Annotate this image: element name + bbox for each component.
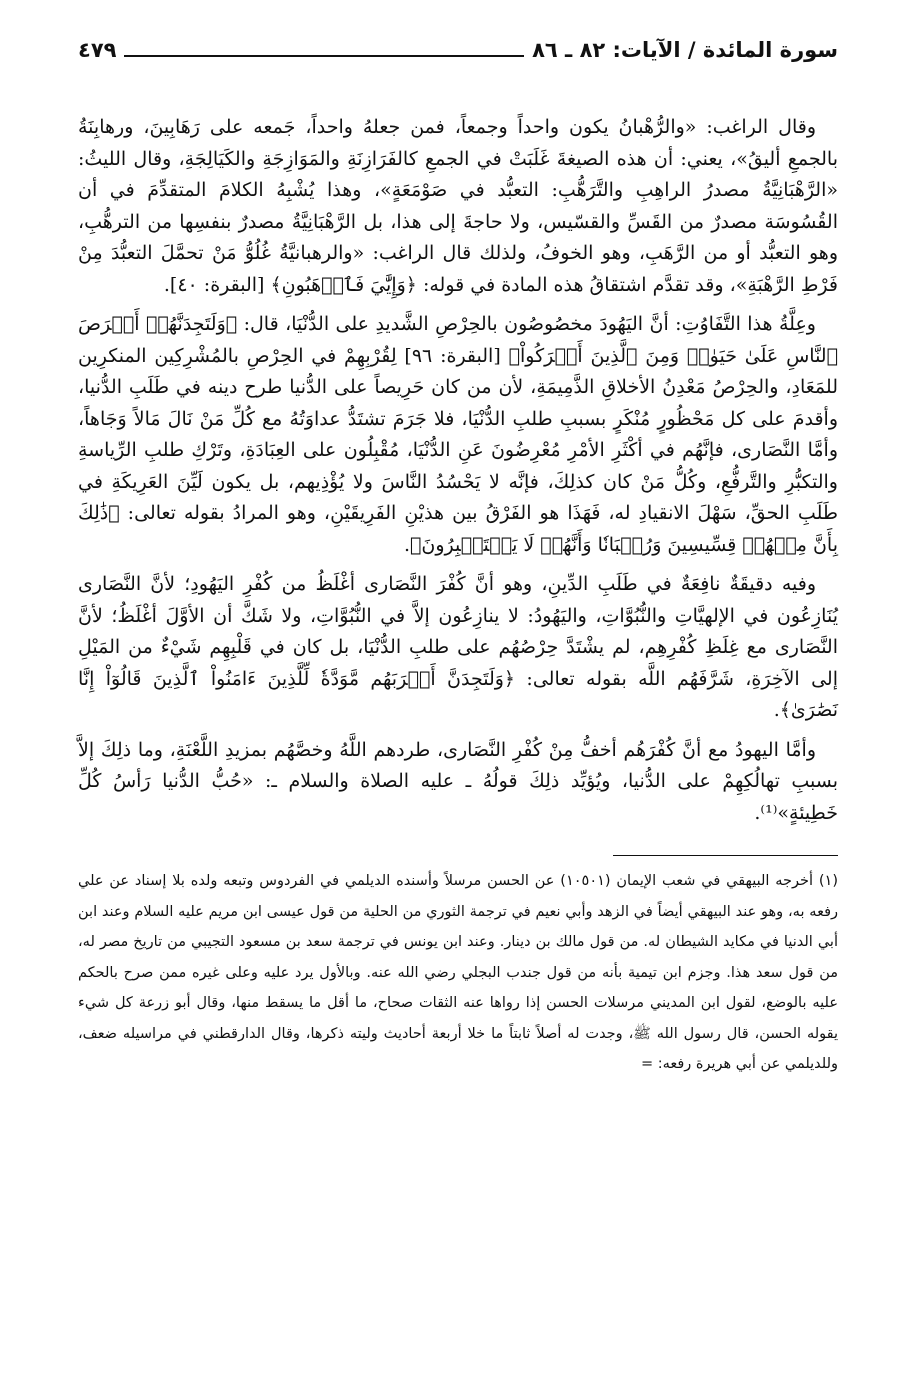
paragraph: وقال الراغب: «والرُّهْبانُ يكون واحداً وجمعاً، فمن جعلهُ واحداً، جَمعه على رَهَابِينَ، ورهابِنَةُ بالجمعِ أليقُ»، يعني: أن هذه الصيغةَ غَلَبَتْ في الجمعِ كالفَرَازِنَةِ والمَوَازِجَةِ والكَيَالِجَةِ، وقال الليثُ: «الرَّهْبَانِيَّةُ مصدرُ الراهِبِ والتَّرَهُّبِ: التعبُّد في صَوْمَعَةٍ»، وهذا يُشْبِهُ الكلامَ المتقدِّمَ في أن القُسُوسَة مصدرٌ من القَسِّ والقسّيس، ولا حاجةَ إلى هذا، بل الرَّهْبَانِيَّةُ مصدرٌ بنفسِها من الترهُّبِ، وهو التعبُّد أو من الرَّهَبِ، وهو الخوفُ، ولذلك قال الراغب: «والرهبانيَّةُ غُلُوُّ مَنْ تحمَّلَ التعبُّدَ مِنْ فَرْطِ الرَّهْبَةِ»، وقد تقدَّم اشتقاقُ هذه المادة في قوله: ﴿وَإِيَّٰيَ فَٱرۡهَبُونِ﴾ [البقرة: ٤٠].: [78, 116, 838, 296]
page-number: ٤٧٩: [78, 38, 117, 62]
main-text: [78, 112, 838, 829]
header-title: سورة المائدة / الآيات: ٨٢ ـ ٨٦: [532, 38, 838, 62]
paragraph: وأمَّا اليهودُ مع أنَّ كُفْرَهُم أخفُّ مِنْ كُفْرِ النَّصَارى، طردهم اللَّهُ وخصَّهُم بمزيدِ اللَّعْنَةِ، وما ذلِكَ إلاَّ بسببِ تهالُكِهِمْ على الدُّنيا، ويُؤيِّد ذلِكَ قولُهُ ـ عليه الصلاة والسلام ـ: «حُبُّ الدُّنيا رَأسُ كُلِّ خَطِيئةٍ»⁽¹⁾.: [78, 738, 838, 824]
footnote-separator: [613, 855, 838, 856]
header-rule: [124, 55, 524, 57]
paragraph: وفيه دقيقَةٌ نافِعَةٌ في طَلَبِ الدِّينِ، وهو أنَّ كُفْرَ النَّصَارى أغْلَظُ من كُفْرِ اليَهُودِ؛ لأنَّ النَّصَارى يُنَازِعُون في الإلهيَّاتِ والنُّبُوَّاتِ، واليَهُودُ: لا ينازِعُون إلاَّ في النُّبُوَّاتِ، ولا شَكَّ أن الأوَّلَ أغْلَظُ؛ لأنَّ النَّصَارى مع غِلَظِ كُفْرِهِم، لم يشْتَدَّ حِرْصُهُم على طلبِ الدُّنْيَا، بل كان في قَلْبِهِم شَيْءٌ من المَيْلِ إلى الآخِرَةِ، شَرَّفَهُم اللَّه بقوله تعالى: ﴿وَلَتَجِدَنَّ أَقۡرَبَهُم مَّوَدَّةٗ لِّلَّذِينَ ءَامَنُواْ ٱلَّذِينَ قَالُوٓاْ إِنَّا نَصَٰرَىٰ﴾.: [78, 573, 838, 721]
running-header: [78, 30, 838, 62]
footnotes: [78, 866, 838, 1080]
paragraph: وعِلَّةُ هذا التَّفَاوُتِ: أنَّ اليَهُودَ مخصُوصُون بالحِرْصِ الشَّديدِ على الدُّنْيَا، قال: ﴿وَلَتَجِدَنَّهُمۡ أَحۡرَصَ ٱلنَّاسِ عَلَىٰ حَيَوٰةٖ وَمِنَ ٱلَّذِينَ أَشۡرَكُواْ﴾ [البقرة: ٩٦] لِقُرْبِهِمْ في الحِرْصِ بالمُشْرِكِين المنكرِين للمَعَادِ، والحِرْصُ مَعْدِنُ الأخلاقِ الذَّمِيمَةِ، لأن من كان حَرِيصاً على الدُّنيا طرح دينه في طَلَبِ الدُّنيا، وأقدمَ على كل مَحْظُورٍ مُنْكَرٍ بسببِ طلبِ الدُّنْيَا، فلا جَرَمَ تشتَدُّ عداوَتُهُ مع كُلِّ مَنْ نَالَ مَالاً وَجَاهاً، وأمَّا النَّصَارى، فإنَّهُم في أكْثَرِ الأمْرِ مُعْرِضُونَ عَنِ الدُّنْيَا، مُقْبِلُون على العِبَادَةِ، وتَرْكِ طلبِ الرِّياسةِ والتكبُّرِ والتَّرفُّعِ، وكُلُّ مَنْ كان كذلِكَ، فإنَّه لا يَحْسُدُ النَّاسَ ولا يُؤْذِيهم، بل يكون لَيِّنَ العَرِيكَةِ في طَلَبِ الحقِّ، سَهْلَ الانقيادِ له، فَهَذَا هو الفَرْقُ بين هذيْنِ الفَرِيقَيْنِ، وهو المرادُ بقوله تعالى: ﴿ذَٰلِكَ بِأَنَّ مِنۡهُمۡ قِسِّيسِينَ وَرُهۡبَانٗا وَأَنَّهُمۡ لَا يَسۡتَكۡبِرُونَ﴾.: [78, 313, 838, 556]
footnote: (١) أخرجه البيهقي في شعب الإيمان (١٠٥٠١) عن الحسن مرسلاً وأسنده الديلمي في الفردوس وتبعه ولده بلا إسناد عن علي رفعه به، وهو عند البيهقي أيضاً في الزهد وأبي نعيم في ترجمة الثوري من الحلية من قول عيسى ابن مريم عليه السلام وعند ابن أبي الدنيا في مكايد الشيطان له. من قول مالك بن دينار. وعند ابن يونس في ترجمة سعد بن مسعود التجيبي من تاريخ مصر له، من قول سعد هذا. وجزم ابن تيمية بأنه من قول جندب البجلي رضي الله عنه. وبالأول يرد عليه وعلى غيره ممن صرح بالحكم عليه بالوضع، لقول ابن المديني مرسلات الحسن إذا رواها عنه الثقات صحاح، ما أقل ما يسقط منها، وقال أبو زرعة كل شيء يقوله الحسن، قال رسول الله ﷺ، وجدت له أصلاً ثابتاً ما خلا أربعة أحاديث وليته ذكرها، وقال الدارقطني في مراسيله ضعف، وللديلمي عن أبي هريرة رفعه: =: [78, 873, 838, 1072]
